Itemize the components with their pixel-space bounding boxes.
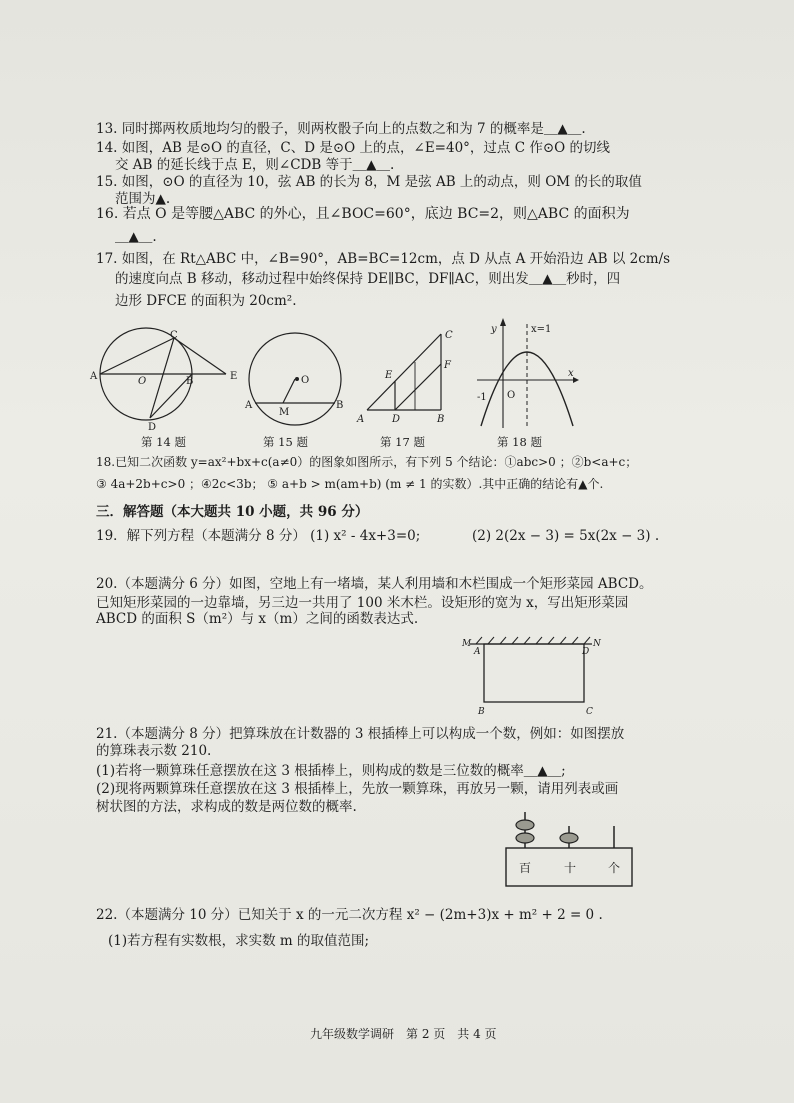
fig20-label-d: D	[582, 647, 590, 657]
question-21-line1: 21.（本题满分 8 分）把算珠放在计数器的 3 根插棒上可以构成一个数，例如：如图摆放	[96, 726, 625, 742]
question-15-line1: 15. 如图，⊙O 的直径为 10，弦 AB 的长为 8，M 是弦 AB 上的动点，则 OM 的长的取值	[96, 174, 642, 190]
abacus-label-tens: 十	[564, 861, 577, 875]
fig17-label-a: A	[357, 414, 365, 425]
figure-20-garden	[460, 634, 610, 719]
abacus-figure	[504, 808, 636, 890]
figure-15	[243, 333, 353, 433]
question-20-line1: 20.（本题满分 6 分）如图，空地上有一堵墙，某人利用墙和木栏围成一个矩形菜园 ABCD。	[96, 576, 653, 592]
fig15-label-a: A	[245, 400, 253, 411]
caption-fig18: 第 18 题	[497, 435, 542, 449]
fig15-label-m: M	[279, 407, 290, 418]
question-16-line2: ＿▲＿.	[115, 229, 157, 245]
question-17-line2: 的速度向点 B 移动，移动过程中始终保持 DE∥BC，DF∥AC，则出发＿▲＿秒时，四	[115, 271, 621, 287]
question-20-line3: ABCD 的面积 S（m²）与 x（m）之间的函数表达式.	[96, 611, 419, 627]
figure-18	[473, 318, 588, 430]
fig18-label-o: O	[507, 390, 516, 401]
fig17-label-d: D	[392, 414, 401, 425]
question-22-line1: 22.（本题满分 10 分）已知关于 x 的一元二次方程 x² − (2m+3)x + m² + 2 = 0 .	[96, 907, 603, 923]
question-21-line4: (2)现将两颗算珠任意摆放在这 3 根插棒上，先放一颗算珠，再放另一颗，请用列表或画	[96, 781, 619, 797]
caption-fig15: 第 15 题	[263, 435, 308, 449]
question-18-line1: 18.已知二次函数 y=ax²+bx+c(a≠0）的图象如图所示，有下列 5 个结论：①abc>0 ；②b<a+c；	[96, 455, 638, 469]
question-17-line1: 17. 如图，在 Rt△ABC 中，∠B=90°，AB=BC=12cm，点 D 从点 A 开始沿边 AB 以 2cm/s	[96, 251, 671, 267]
abacus-label-ones: 个	[608, 861, 621, 875]
fig20-label-c: C	[586, 707, 593, 717]
question-21-line5: 树状图的方法，求构成的数是两位数的概率.	[96, 799, 357, 815]
figure-14	[90, 330, 240, 433]
fig18-label-x: x	[568, 368, 574, 379]
fig14-label-e: E	[230, 371, 238, 382]
question-15-line2: 范围为▲.	[115, 191, 171, 207]
question-14-line1: 14. 如图，AB 是⊙O 的直径，C、D 是⊙O 上的点，∠E=40°，过点 C 作⊙O 的切线	[96, 140, 610, 156]
section-3-heading: 三．解答题（本大题共 10 小题，共 96 分）	[96, 504, 369, 520]
question-19: 19．解下列方程（本题满分 8 分） (1) x² - 4x+3=0;	[96, 528, 421, 544]
fig17-label-e: E	[385, 370, 393, 381]
fig20-label-n: N	[593, 639, 601, 649]
fig14-label-o: O	[138, 376, 147, 387]
question-13: 13. 同时掷两枚质地均匀的骰子，则两枚骰子向上的点数之和为 7 的概率是＿▲＿.	[96, 121, 586, 137]
caption-fig17: 第 17 题	[380, 435, 425, 449]
fig17-label-b: B	[437, 414, 445, 425]
fig18-label-y: y	[491, 324, 497, 335]
figure-17	[355, 328, 460, 428]
question-22-line2: (1)若方程有实数根，求实数 m 的取值范围;	[108, 933, 370, 949]
fig15-label-o: O	[301, 375, 310, 386]
fig20-label-b: B	[478, 707, 485, 717]
fig20-label-m: M	[462, 639, 472, 649]
fig14-label-d: D	[148, 422, 157, 433]
fig17-label-c: C	[445, 330, 453, 341]
fig14-label-c: C	[170, 330, 178, 341]
question-21-line3: (1)若将一颗算珠任意摆放在这 3 根插棒上，则构成的数是三位数的概率＿▲＿;	[96, 763, 566, 779]
question-18-line2: ③ 4a+2b+c>0 ；④2c<3b； ⑤ a+b > m(am+b) (m ≠ 1 的实数）.其中正确的结论有▲个.	[96, 477, 604, 491]
question-19-part2: (2) 2(2x − 3) = 5x(2x − 3) .	[472, 528, 660, 544]
caption-fig14: 第 14 题	[141, 435, 186, 449]
page-footer: 九年级数学调研 第 2 页 共 4 页	[310, 1027, 497, 1041]
fig14-label-b: B	[186, 376, 194, 387]
question-16-line1: 16. 若点 O 是等腰△ABC 的外心，且∠BOC=60°，底边 BC=2，则△ABC 的面积为	[96, 206, 630, 222]
abacus-label-hundreds: 百	[519, 861, 532, 875]
fig17-label-f: F	[444, 360, 451, 371]
question-17-line3: 边形 DFCE 的面积为 20cm².	[115, 293, 297, 309]
fig14-label-a: A	[90, 371, 98, 382]
fig20-label-a: A	[474, 647, 481, 657]
question-20-line2: 已知矩形菜园的一边靠墙，另三边一共用了 100 米木栏。设矩形的宽为 x，写出矩形菜园	[96, 595, 629, 611]
question-14-line2: 交 AB 的延长线于点 E，则∠CDB 等于＿▲＿.	[115, 157, 395, 173]
fig18-label-neg1: -1	[477, 392, 487, 403]
question-21-line2: 的算珠表示数 210.	[96, 743, 212, 759]
fig15-label-b: B	[336, 400, 344, 411]
fig18-label-axis: x=1	[531, 324, 552, 335]
